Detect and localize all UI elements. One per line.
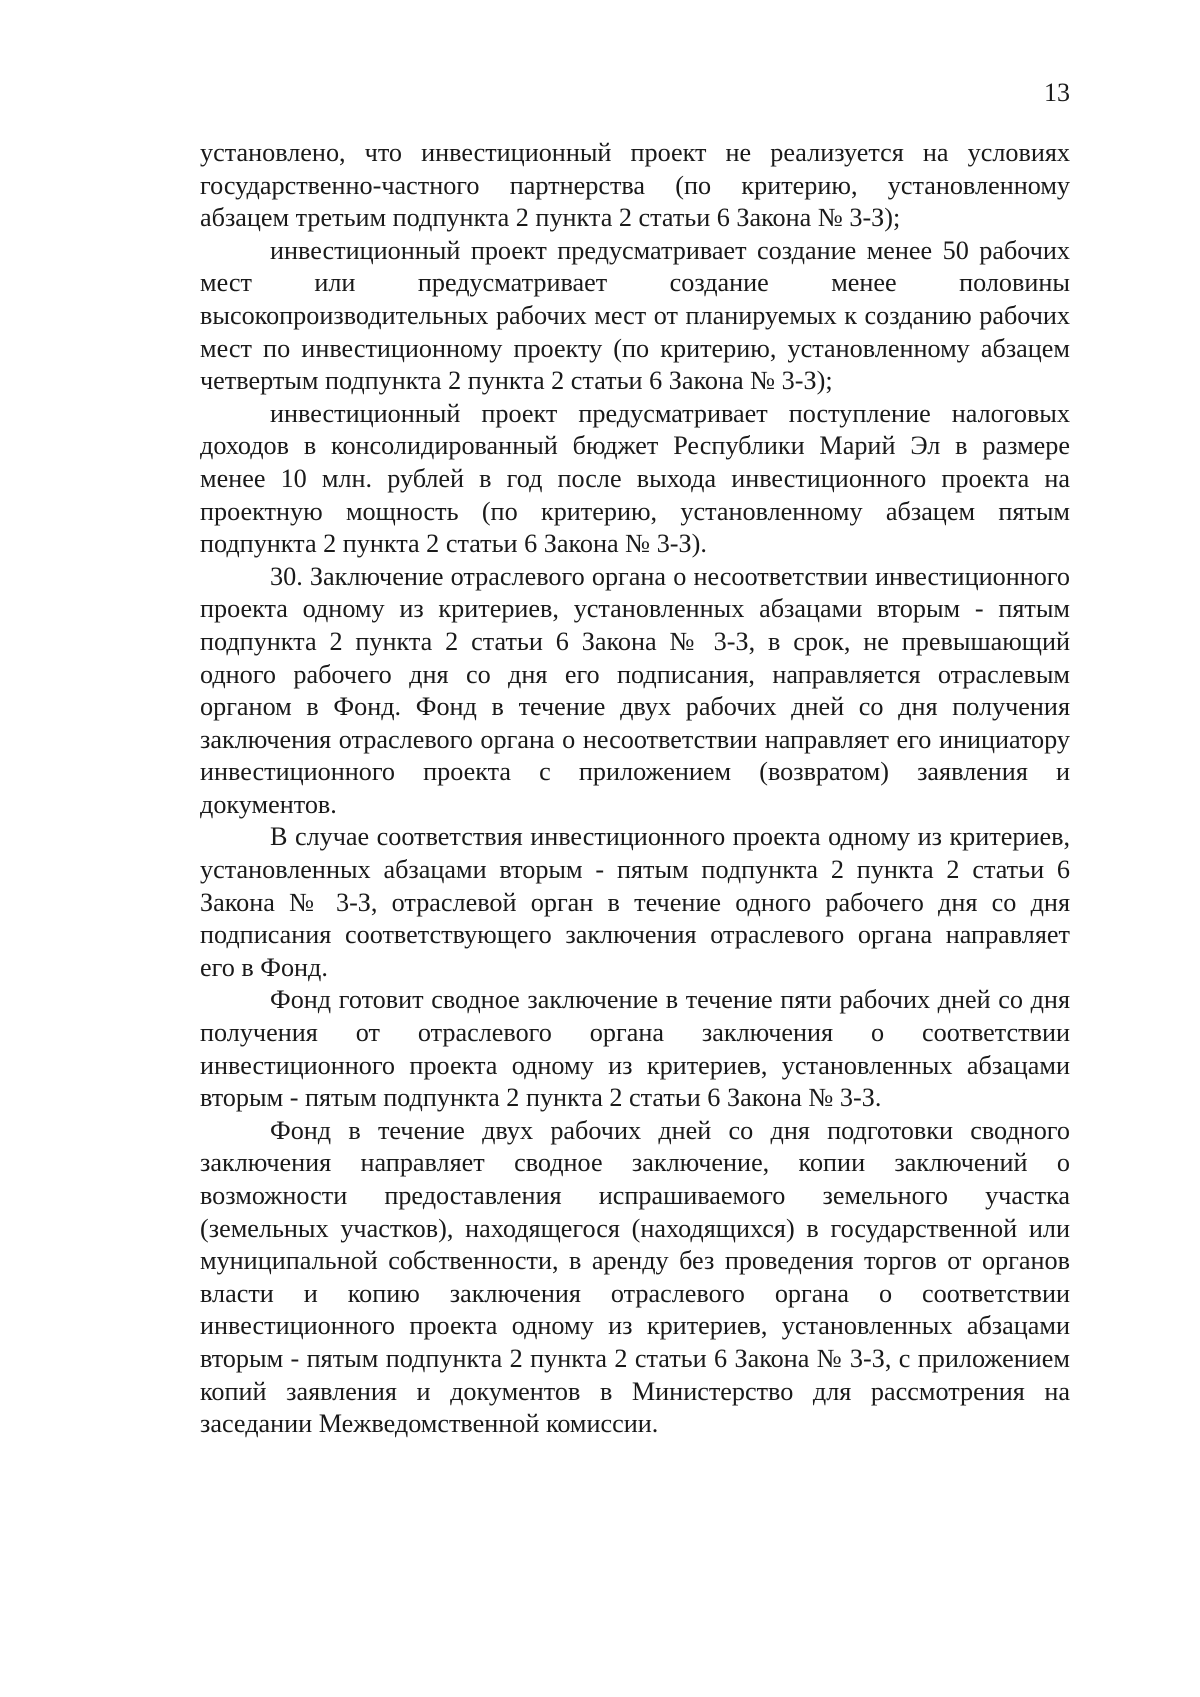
paragraph-continuation: установлено, что инвестиционный проект не реализуется на условиях государственно-частного партнерства (по критерию, установленному абзацем третьим подпункта 2 пункта 2 статьи 6 Закона № 3-З); [200,138,1070,233]
paragraph-clause-30: 30. Заключение отраслевого органа о несоответствии инвестиционного проекта одному из критериев, установленных абзацами вторым - пятым подпункта 2 пункта 2 статьи 6 Закона № 3-З, в срок, не превышающий одного рабочего дня со дня его подписания, направляется отраслевым органом в Фонд. Фонд в течение двух рабочих дней со дня получения заключения отраслевого органа о несоответствии направляет его инициатору инвестиционного проекта с приложением (возвратом) заявления и документов. [200,561,1070,819]
page-number: 13 [1044,78,1070,107]
paragraph-compliance-case: В случае соответствия инвестиционного проекта одному из критериев, установленных абзацами вторым - пятым подпункта 2 пункта 2 статьи 6 Закона № 3-З, отраслевой орган в течение одного рабочего дня со дня подписания соответствующего заключения отраслевого органа направляет его в Фонд. [200,822,1070,982]
paragraph-ministry-submission: Фонд в течение двух рабочих дней со дня подготовки сводного заключения направляет сводное заключение, копии заключений о возможности предоставления испрашиваемого земельного участка (земельных участков), находящегося (находящихся) в государственной или муниципальной собственности, в аренду без проведения торгов от органов власти и копию заключения отраслевого органа о соответствии инвестиционного проекта одному из критериев, установленных абзацами вторым - пятым подпункта 2 пункта 2 статьи 6 Закона № 3-З, с приложением копий заявления и документов в Министерство для рассмотрения на заседании Межведомственной комиссии. [200,1115,1070,1439]
document-body [200,137,1070,1441]
paragraph-summary-conclusion: Фонд готовит сводное заключение в течение пяти рабочих дней со дня получения от отраслевого органа заключения о соответствии инвестиционного проекта одному из критериев, установленных абзацами вторым - пятым подпункта 2 пункта 2 статьи 6 Закона № 3-З. [200,985,1070,1113]
paragraph-criterion-tax-revenue: инвестиционный проект предусматривает поступление налоговых доходов в консолидированный бюджет Республики Марий Эл в размере менее 10 млн. рублей в год после выхода инвестиционного проекта на проектную мощность (по критерию, установленному абзацем пятым подпункта 2 пункта 2 статьи 6 Закона № 3-З). [200,398,1070,559]
paragraph-criterion-jobs: инвестиционный проект предусматривает создание менее 50 рабочих мест или предусматривает создание менее половины высокопроизводительных рабочих мест от планируемых к созданию рабочих мест по инвестиционному проекту (по критерию, установленному абзацем четвертым подпункта 2 пункта 2 статьи 6 Закона № 3-З); [200,235,1070,396]
